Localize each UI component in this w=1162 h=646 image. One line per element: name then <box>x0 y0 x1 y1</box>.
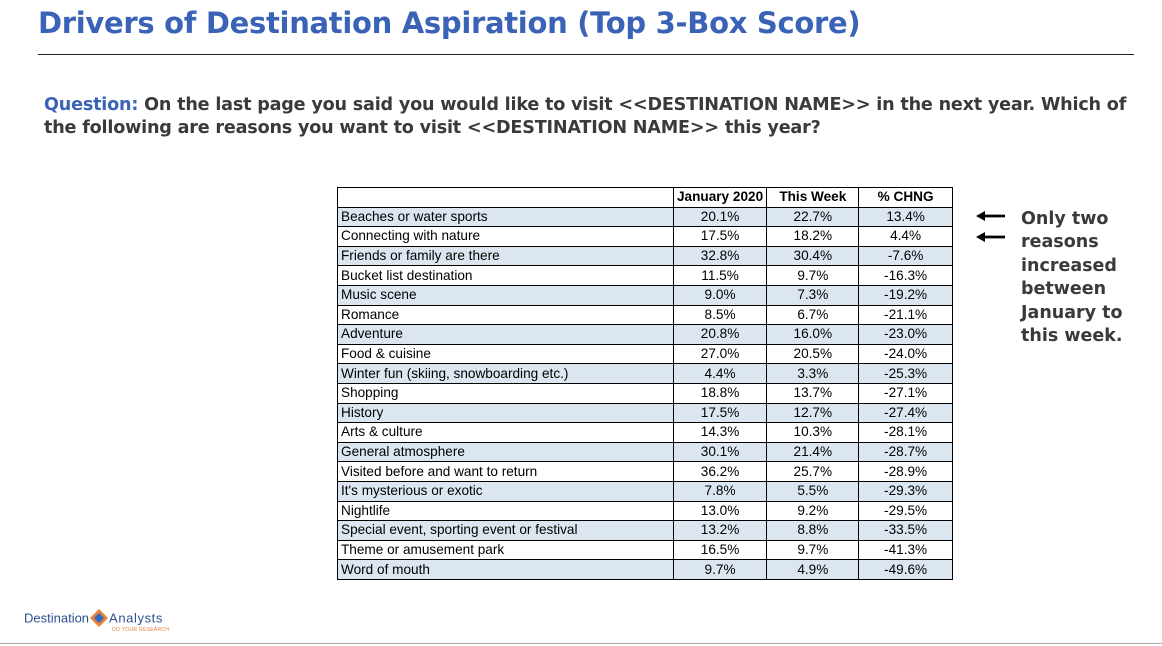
table-row <box>338 207 953 227</box>
january-2020-cell: 9.7% <box>673 560 767 580</box>
destination-analysts-logo <box>24 609 170 633</box>
table-row <box>338 540 953 560</box>
reason-cell: History <box>338 403 674 423</box>
table-row <box>338 423 953 443</box>
table-row <box>338 285 953 305</box>
january-2020-cell: 20.1% <box>673 207 767 227</box>
this-week-cell: 9.2% <box>767 501 859 521</box>
january-2020-cell: 17.5% <box>673 227 767 247</box>
table-header-row <box>338 188 953 208</box>
pct-change-cell: -28.7% <box>859 442 953 462</box>
january-2020-cell: 13.2% <box>673 521 767 541</box>
january-2020-cell: 13.0% <box>673 501 767 521</box>
reason-cell: Nightlife <box>338 501 674 521</box>
pct-change-cell: -41.3% <box>859 540 953 560</box>
header-reason <box>338 188 674 208</box>
table-row <box>338 246 953 266</box>
this-week-cell: 3.3% <box>767 364 859 384</box>
this-week-cell: 20.5% <box>767 344 859 364</box>
this-week-cell: 13.7% <box>767 383 859 403</box>
table-row <box>338 227 953 247</box>
table-row <box>338 305 953 325</box>
question-text <box>44 94 1144 140</box>
january-2020-cell: 17.5% <box>673 403 767 423</box>
january-2020-cell: 27.0% <box>673 344 767 364</box>
reason-cell: It's mysterious or exotic <box>338 481 674 501</box>
pct-change-cell: -27.4% <box>859 403 953 423</box>
reason-cell: Connecting with nature <box>338 227 674 247</box>
reason-cell: Shopping <box>338 383 674 403</box>
this-week-cell: 21.4% <box>767 442 859 462</box>
pct-change-cell: -19.2% <box>859 285 953 305</box>
this-week-cell: 16.0% <box>767 325 859 345</box>
january-2020-cell: 14.3% <box>673 423 767 443</box>
page-title: Drivers of Destination Aspiration (Top 3-Box Score) <box>38 6 861 40</box>
pct-change-cell: -25.3% <box>859 364 953 384</box>
pct-change-cell: 13.4% <box>859 207 953 227</box>
this-week-cell: 9.7% <box>767 540 859 560</box>
logo-word-destination: Destination <box>24 610 90 626</box>
pct-change-cell: -28.1% <box>859 423 953 443</box>
this-week-cell: 6.7% <box>767 305 859 325</box>
january-2020-cell: 30.1% <box>673 442 767 462</box>
pct-change-cell: -21.1% <box>859 305 953 325</box>
header-pct-change: % CHNG <box>859 188 953 208</box>
title-divider <box>38 54 1134 55</box>
pct-change-cell: -49.6% <box>859 560 953 580</box>
this-week-cell: 30.4% <box>767 246 859 266</box>
pct-change-cell: -7.6% <box>859 246 953 266</box>
logo-tagline: DO YOUR RESEARCH <box>112 627 170 633</box>
question-label: Question: <box>44 95 139 115</box>
january-2020-cell: 16.5% <box>673 540 767 560</box>
reason-cell: Special event, sporting event or festival <box>338 521 674 541</box>
pct-change-cell: 4.4% <box>859 227 953 247</box>
header-this-week: This Week <box>767 188 859 208</box>
pct-change-cell: -29.5% <box>859 501 953 521</box>
question-body: On the last page you said you would like to visit <<DESTINATION NAME>> in the next year. Which of the following are reasons you want to visit <<DESTINATION NAME>> this year? <box>44 95 1127 138</box>
arrow-left-icon <box>976 232 1006 242</box>
this-week-cell: 10.3% <box>767 423 859 443</box>
table-row <box>338 383 953 403</box>
reason-cell: Music scene <box>338 285 674 305</box>
pct-change-cell: -16.3% <box>859 266 953 286</box>
reason-cell: Romance <box>338 305 674 325</box>
january-2020-cell: 32.8% <box>673 246 767 266</box>
table-row <box>338 560 953 580</box>
pct-change-cell: -29.3% <box>859 481 953 501</box>
logo-word-analysts: Analysts <box>109 610 163 626</box>
footer-divider <box>0 643 1162 644</box>
reason-cell: Adventure <box>338 325 674 345</box>
table-row <box>338 325 953 345</box>
pct-change-cell: -28.9% <box>859 462 953 482</box>
pct-change-cell: -33.5% <box>859 521 953 541</box>
this-week-cell: 18.2% <box>767 227 859 247</box>
pct-change-cell: -24.0% <box>859 344 953 364</box>
january-2020-cell: 7.8% <box>673 481 767 501</box>
january-2020-cell: 9.0% <box>673 285 767 305</box>
this-week-cell: 4.9% <box>767 560 859 580</box>
this-week-cell: 22.7% <box>767 207 859 227</box>
table-row <box>338 403 953 423</box>
january-2020-cell: 18.8% <box>673 383 767 403</box>
reason-cell: Word of mouth <box>338 560 674 580</box>
this-week-cell: 7.3% <box>767 285 859 305</box>
table-row <box>338 344 953 364</box>
table-row <box>338 462 953 482</box>
table-row <box>338 266 953 286</box>
january-2020-cell: 4.4% <box>673 364 767 384</box>
table-row <box>338 501 953 521</box>
january-2020-cell: 36.2% <box>673 462 767 482</box>
table-row <box>338 442 953 462</box>
reason-cell: Winter fun (skiing, snowboarding etc.) <box>338 364 674 384</box>
table-row <box>338 481 953 501</box>
this-week-cell: 12.7% <box>767 403 859 423</box>
pct-change-cell: -27.1% <box>859 383 953 403</box>
january-2020-cell: 8.5% <box>673 305 767 325</box>
january-2020-cell: 20.8% <box>673 325 767 345</box>
table-row <box>338 364 953 384</box>
january-2020-cell: 11.5% <box>673 266 767 286</box>
reason-cell: General atmosphere <box>338 442 674 462</box>
reason-cell: Food & cuisine <box>338 344 674 364</box>
pct-change-cell: -23.0% <box>859 325 953 345</box>
reason-cell: Theme or amusement park <box>338 540 674 560</box>
callout-note: Only two reasons increased between January to this week. <box>1021 209 1123 347</box>
this-week-cell: 5.5% <box>767 481 859 501</box>
reason-cell: Visited before and want to return <box>338 462 674 482</box>
reason-cell: Arts & culture <box>338 423 674 443</box>
table-row <box>338 521 953 541</box>
reason-cell: Bucket list destination <box>338 266 674 286</box>
reason-cell: Beaches or water sports <box>338 207 674 227</box>
reasons-table <box>337 187 953 580</box>
arrow-left-icon <box>976 211 1006 221</box>
this-week-cell: 9.7% <box>767 266 859 286</box>
logo-diamond-icon <box>90 609 108 627</box>
header-january-2020: January 2020 <box>673 188 767 208</box>
this-week-cell: 25.7% <box>767 462 859 482</box>
this-week-cell: 8.8% <box>767 521 859 541</box>
reason-cell: Friends or family are there <box>338 246 674 266</box>
